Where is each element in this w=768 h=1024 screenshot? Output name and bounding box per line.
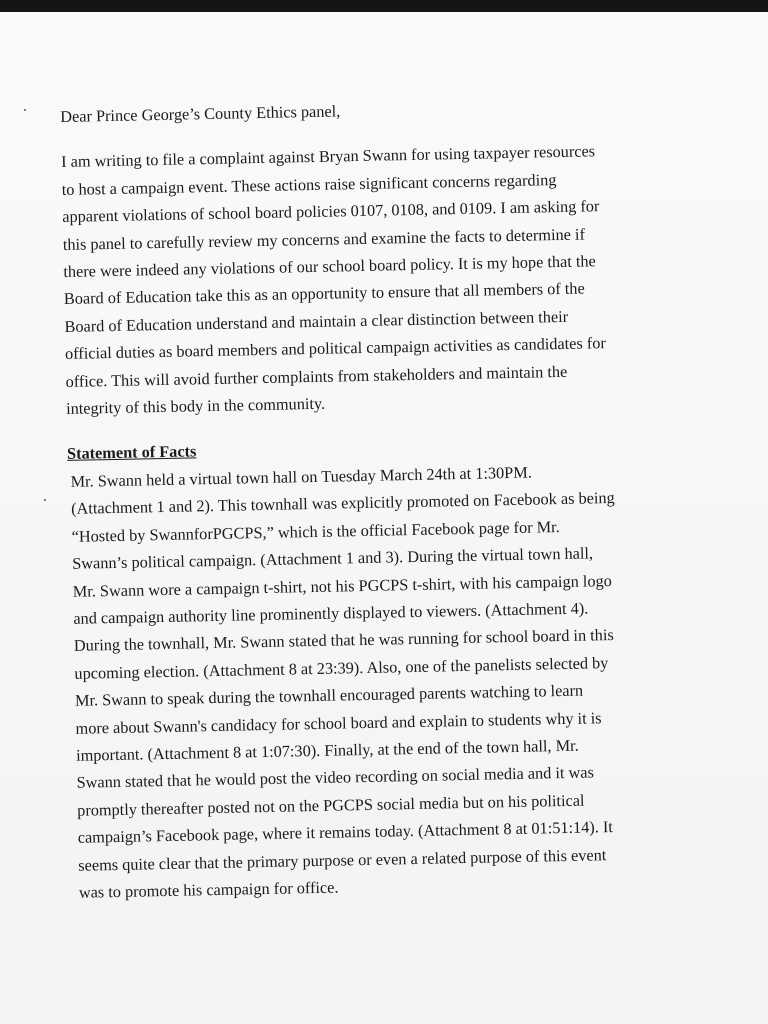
text-line: During the townhall, Mr. Swann stated that he was running for school board in this (73, 625, 614, 656)
text-line: (Attachment 1 and 2). This townhall was explicitly promoted on Facebook as being (70, 488, 615, 519)
text-line: important. (Attachment 8 at 1:07:30). Finally, at the end of the town hall, Mr. (75, 735, 579, 765)
text-line: seems quite clear that the primary purpose or even a related purpose of this event (78, 844, 607, 875)
salutation: Dear Prince George’s County Ethics panel, (60, 101, 341, 126)
text-line: Board of Education take this as an opportunity to ensure that all members of the (63, 278, 585, 309)
text-line: “Hosted by SwannforPGCPS,” which is the official Facebook page for Mr. (71, 516, 560, 546)
text-line: Board of Education understand and maintain a clear distinction between their (64, 306, 569, 336)
text-line: Mr. Swann wore a campaign t-shirt, not his PGCPS t-shirt, with his campaign logo (72, 570, 612, 601)
text-line: Swann stated that he would post the video recording on social media and it was (76, 762, 594, 793)
letter-body (60, 90, 726, 922)
text-line: there were indeed any violations of our school board policy. It is my hope that the (63, 251, 596, 281)
intro-paragraph (61, 135, 716, 422)
text-line: promptly thereafter posted not on the PGCPS social media but on his political (77, 790, 585, 820)
scan-speck (44, 499, 46, 501)
text-line: to host a campaign event. These actions raise significant concerns regarding (61, 169, 557, 199)
text-line: I am writing to file a complaint against Bryan Swann for using taxpayer resources (60, 141, 596, 172)
section-heading: Statement of Facts (66, 441, 197, 464)
text-line: Mr. Swann held a virtual town hall on Tuesday March 24th at 1:30PM. (70, 462, 532, 491)
text-line: was to promote his campaign for office. (78, 877, 339, 902)
text-line: official duties as board members and political campaign activities as candidates for (64, 333, 606, 364)
text-line: apparent violations of school board policies 0107, 0108, and 0109. I am asking for (62, 196, 600, 227)
scan-top-edge (0, 0, 768, 12)
text-line: and campaign authority line prominently displayed to viewers. (Attachment 4). (73, 598, 589, 628)
text-line: integrity of this body in the community. (65, 393, 326, 418)
text-line: Mr. Swann to speak during the townhall encouraged parents watching to learn (74, 680, 584, 710)
text-line: campaign’s Facebook page, where it remains today. (Attachment 8 at 01:51:14). It (77, 817, 613, 847)
text-line: office. This will avoid further complaints from stakeholders and maintain the (65, 361, 568, 391)
scan-speck (24, 109, 26, 111)
text-line: upcoming election. (Attachment 8 at 23:39). Also, one of the panelists selected by (74, 652, 609, 683)
text-line: this panel to carefully review my concerns and examine the facts to determine if (62, 224, 586, 254)
facts-paragraph (70, 455, 726, 906)
text-line: more about Swann's candidacy for school board and explain to students why it is (75, 707, 602, 738)
text-line: Swann’s political campaign. (Attachment 1 and 3). During the virtual town hall, (72, 543, 594, 573)
